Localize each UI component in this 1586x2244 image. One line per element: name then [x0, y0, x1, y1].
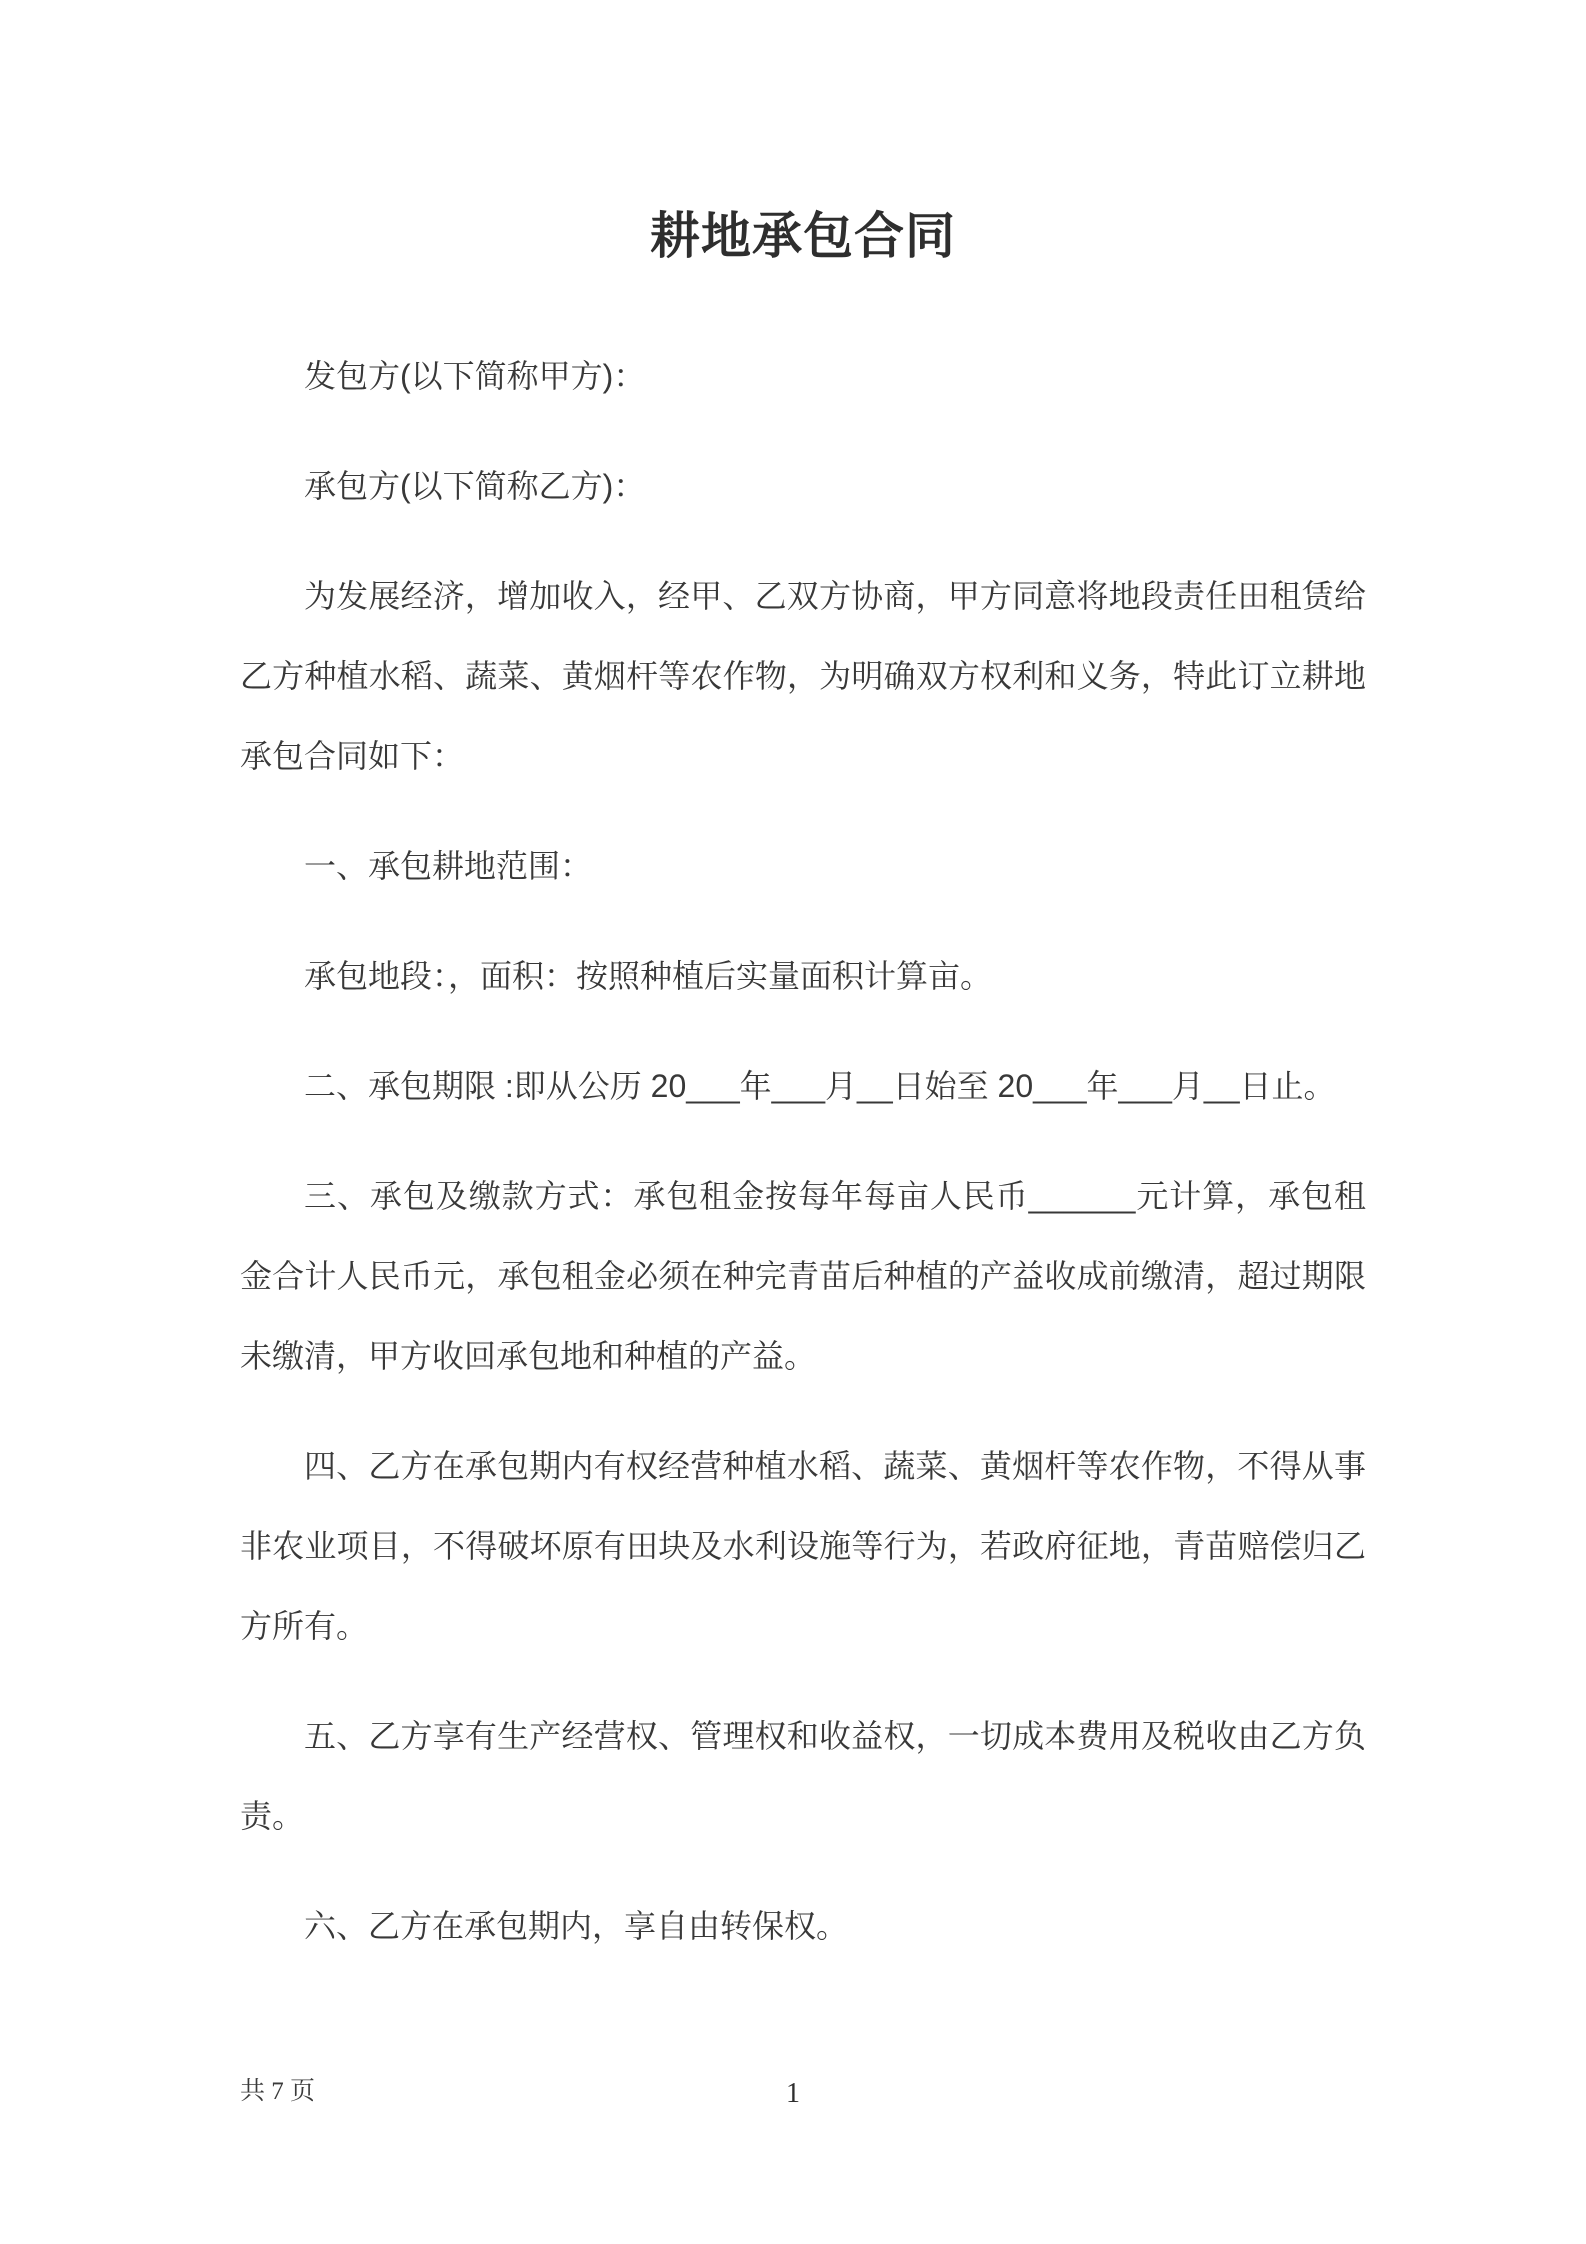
paragraph-party-a: 发包方(以下简称甲方)： [304, 358, 646, 394]
paragraph-clause-3: 三、承包及缴款方式：承包租金按每年每亩人民币______元计算，承包租金合计人民币元，承包租金必须在种完青苗后种植的产益收成前缴清，超过期限未缴清，甲方收回承包地和种植的产益。 [240, 1178, 1366, 1374]
document-title: 耕地承包合同 [650, 208, 956, 264]
page-count-label: 共 7 页 [240, 2078, 316, 2105]
paragraph-clause-1-heading: 一、承包耕地范围： [304, 848, 593, 884]
paragraph-clause-1-body: 承包地段：，面积：按照种植后实量面积计算亩。 [304, 958, 993, 994]
document-content [240, 0, 1366, 1996]
page-number: 1 [786, 2078, 800, 2109]
paragraph-party-b: 承包方(以下简称乙方)： [304, 468, 646, 504]
paragraph-clause-4: 四、乙方在承包期内有权经营种植水稻、蔬菜、黄烟杆等农作物，不得从事非农业项目，不得破坏原有田块及水利设施等行为，若政府征地，青苗赔偿归乙方所有。 [240, 1448, 1366, 1644]
paragraph-clause-6: 六、乙方在承包期内，享自由转保权。 [304, 1908, 849, 1944]
paragraph-preamble: 为发展经济，增加收入，经甲、乙双方协商，甲方同意将地段责任田租赁给乙方种植水稻、蔬菜、黄烟杆等农作物，为明确双方权利和义务，特此订立耕地承包合同如下： [240, 578, 1366, 774]
paragraph-clause-5: 五、乙方享有生产经营权、管理权和收益权，一切成本费用及税收由乙方负责。 [240, 1718, 1366, 1834]
paragraph-clause-2: 二、承包期限 :即从公历 20___年___月__日始至 20___年___月__日止。 [304, 1068, 1336, 1104]
